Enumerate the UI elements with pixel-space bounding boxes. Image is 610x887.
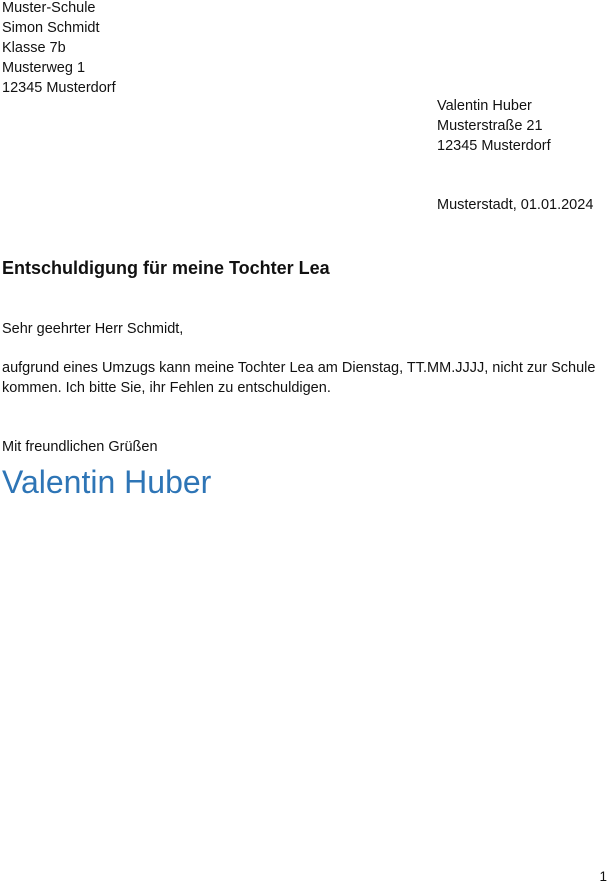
sender-city: 12345 Musterdorf bbox=[2, 80, 116, 96]
body-line-2: kommen. Ich bitte Sie, ihr Fehlen zu entschuldigen. bbox=[2, 380, 331, 396]
letter-subject: Entschuldigung für meine Tochter Lea bbox=[2, 258, 330, 278]
sender-name: Simon Schmidt bbox=[2, 20, 100, 36]
recipient-address bbox=[437, 96, 551, 156]
signature: Valentin Huber bbox=[2, 464, 212, 500]
recipient-name: Valentin Huber bbox=[437, 98, 532, 114]
sender-street: Musterweg 1 bbox=[2, 60, 86, 76]
closing: Mit freundlichen Grüßen bbox=[2, 439, 158, 455]
page-number: 1 bbox=[599, 869, 607, 884]
letter-body bbox=[2, 358, 595, 398]
recipient-city: 12345 Musterdorf bbox=[437, 138, 551, 154]
sender-school: Muster-Schule bbox=[2, 0, 96, 16]
sender-class: Klasse 7b bbox=[2, 40, 66, 56]
recipient-street: Musterstraße 21 bbox=[437, 118, 543, 134]
place-date: Musterstadt, 01.01.2024 bbox=[437, 197, 594, 213]
salutation: Sehr geehrter Herr Schmidt, bbox=[2, 321, 184, 337]
body-line-1: aufgrund eines Umzugs kann meine Tochter Lea am Dienstag, TT.MM.JJJJ, nicht zur Schule bbox=[2, 360, 596, 376]
sender-address bbox=[2, 0, 116, 98]
